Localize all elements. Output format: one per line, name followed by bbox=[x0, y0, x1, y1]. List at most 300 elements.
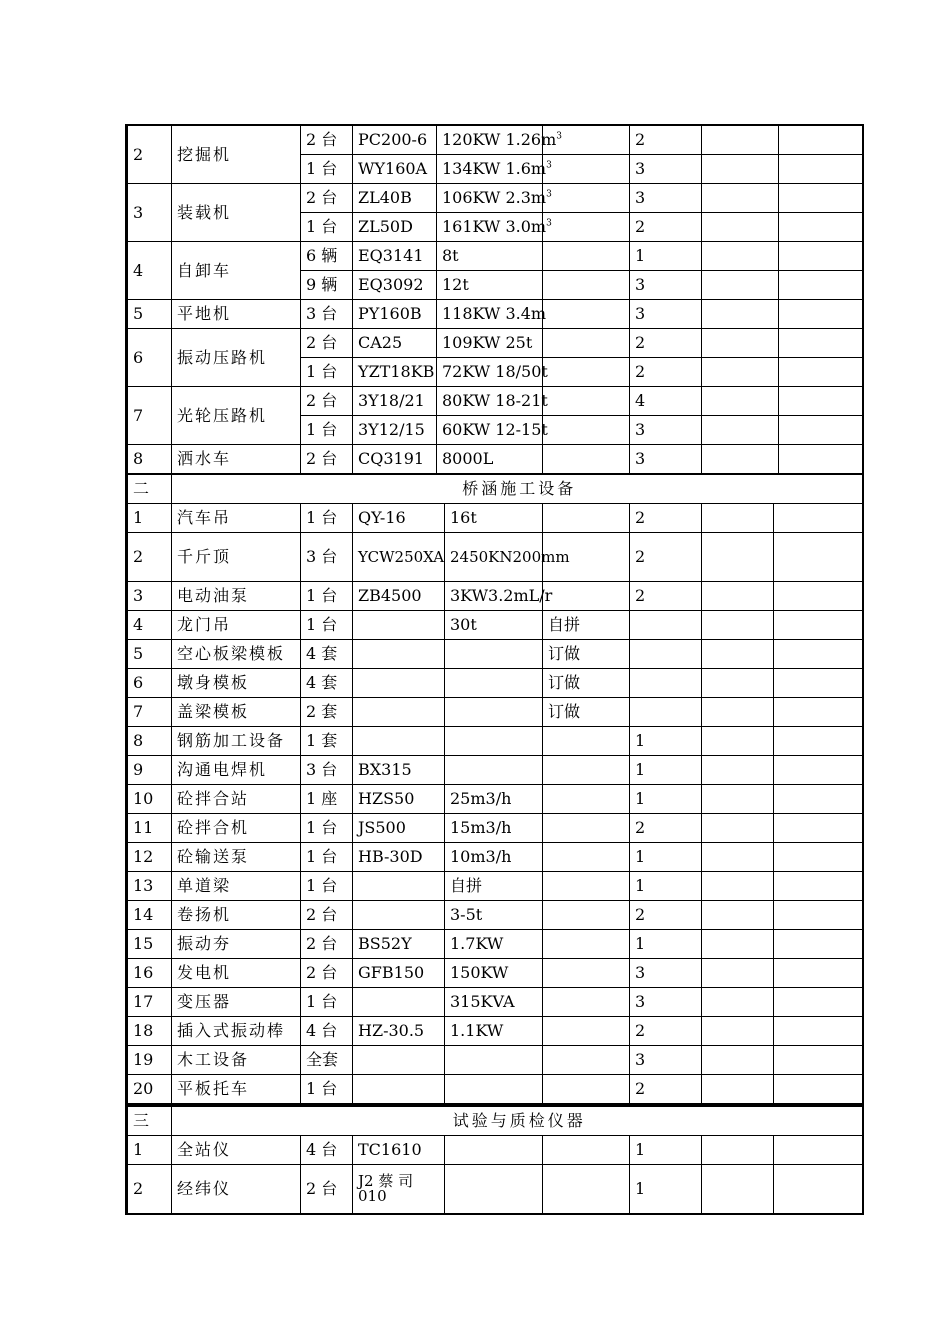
count-cell: 2 bbox=[630, 533, 702, 582]
blank-cell bbox=[779, 184, 863, 213]
table-row bbox=[127, 930, 863, 959]
note-cell bbox=[543, 727, 630, 756]
spec-cell: 30t bbox=[445, 611, 543, 640]
spec-text: 109KW 25t bbox=[442, 333, 533, 352]
blank-cell bbox=[774, 785, 863, 814]
spec-text: 12t bbox=[442, 275, 469, 294]
count-cell: 2 bbox=[630, 504, 702, 533]
row-number: 3 bbox=[127, 582, 172, 611]
blank-cell bbox=[779, 125, 863, 155]
count-cell: 2 bbox=[630, 1075, 702, 1104]
note-cell bbox=[543, 329, 630, 358]
model-cell: PY160B bbox=[353, 300, 437, 329]
blank-cell bbox=[702, 358, 779, 387]
equipment-name: 电动油泵 bbox=[172, 582, 301, 611]
note-cell bbox=[543, 930, 630, 959]
count-cell: 1 bbox=[630, 756, 702, 785]
row-number: 7 bbox=[127, 698, 172, 727]
row-number: 1 bbox=[127, 504, 172, 533]
blank-cell bbox=[702, 872, 774, 901]
spec-cell: 3KW3.2mL/r bbox=[445, 582, 543, 611]
quantity-cell: 1 座 bbox=[301, 785, 353, 814]
blank-cell bbox=[702, 611, 774, 640]
blank-cell bbox=[774, 901, 863, 930]
note-cell bbox=[543, 1165, 630, 1215]
blank-cell bbox=[774, 727, 863, 756]
table-row bbox=[127, 814, 863, 843]
spec-cell bbox=[445, 1046, 543, 1075]
section-title: 试验与质检仪器 bbox=[172, 1106, 863, 1136]
blank-cell bbox=[702, 814, 774, 843]
equipment-name: 装载机 bbox=[172, 184, 301, 242]
table-row bbox=[127, 1165, 863, 1215]
spec-cell: 10m3/h bbox=[445, 843, 543, 872]
blank-cell bbox=[702, 698, 774, 727]
row-number: 13 bbox=[127, 872, 172, 901]
equipment-name: 振动夯 bbox=[172, 930, 301, 959]
table-row bbox=[127, 1136, 863, 1165]
model-cell: QY-16 bbox=[353, 504, 445, 533]
count-cell bbox=[630, 698, 702, 727]
equipment-name: 平地机 bbox=[172, 300, 301, 329]
quantity-cell: 1 台 bbox=[301, 872, 353, 901]
spec-cell: 150KW bbox=[445, 959, 543, 988]
blank-cell bbox=[774, 1165, 863, 1215]
model-cell bbox=[353, 611, 445, 640]
blank-cell bbox=[779, 387, 863, 416]
blank-cell bbox=[702, 901, 774, 930]
quantity-cell: 2 台 bbox=[301, 445, 353, 474]
blank-cell bbox=[702, 988, 774, 1017]
table-row bbox=[127, 727, 863, 756]
section-index: 二 bbox=[127, 475, 172, 504]
equipment-name: 发电机 bbox=[172, 959, 301, 988]
count-cell: 4 bbox=[630, 387, 702, 416]
note-cell bbox=[543, 843, 630, 872]
quantity-cell: 4 台 bbox=[301, 1017, 353, 1046]
spec-cell: 2450KN200mm bbox=[445, 533, 543, 582]
count-cell: 2 bbox=[630, 901, 702, 930]
equipment-name: 平板托车 bbox=[172, 1075, 301, 1104]
count-cell: 2 bbox=[630, 814, 702, 843]
note-cell bbox=[543, 814, 630, 843]
blank-cell bbox=[779, 358, 863, 387]
note-cell bbox=[543, 504, 630, 533]
blank-cell bbox=[774, 698, 863, 727]
model-cell: 3Y18/21 bbox=[353, 387, 437, 416]
blank-cell bbox=[702, 785, 774, 814]
blank-cell bbox=[779, 445, 863, 474]
model-cell bbox=[353, 1075, 445, 1104]
quantity-cell: 2 台 bbox=[301, 387, 353, 416]
model-cell: PC200-6 bbox=[353, 125, 437, 155]
table-row bbox=[127, 1046, 863, 1075]
spec-text: 72KW 18/50t bbox=[442, 362, 548, 381]
model-cell: YZT18KB bbox=[353, 358, 437, 387]
quantity-cell: 1 台 bbox=[301, 843, 353, 872]
row-number: 19 bbox=[127, 1046, 172, 1075]
count-cell: 3 bbox=[630, 445, 702, 474]
model-cell: BX315 bbox=[353, 756, 445, 785]
row-number: 20 bbox=[127, 1075, 172, 1104]
spec-cell bbox=[437, 125, 562, 155]
equipment-name: 墩身模板 bbox=[172, 669, 301, 698]
equipment-name: 木工设备 bbox=[172, 1046, 301, 1075]
row-number: 16 bbox=[127, 959, 172, 988]
blank-cell bbox=[702, 242, 779, 271]
blank-cell bbox=[779, 329, 863, 358]
spec-cell bbox=[445, 727, 543, 756]
count-cell: 2 bbox=[630, 582, 702, 611]
row-number: 2 bbox=[127, 125, 172, 184]
spec-cell bbox=[437, 387, 548, 416]
count-cell: 2 bbox=[630, 358, 702, 387]
table-row bbox=[127, 1075, 863, 1104]
model-cell bbox=[353, 988, 445, 1017]
model-cell: EQ3141 bbox=[353, 242, 437, 271]
blank-cell bbox=[774, 1046, 863, 1075]
blank-cell bbox=[774, 872, 863, 901]
quantity-cell: 1 台 bbox=[301, 504, 353, 533]
table-row bbox=[127, 669, 863, 698]
spec-text: 120KW 1.26m bbox=[442, 130, 557, 149]
blank-cell bbox=[702, 184, 779, 213]
blank-cell bbox=[779, 271, 863, 300]
spec-text: 60KW 12-15t bbox=[442, 420, 548, 439]
blank-cell bbox=[779, 416, 863, 445]
equipment-name: 砼拌合机 bbox=[172, 814, 301, 843]
model-cell: WY160A bbox=[353, 155, 437, 184]
spec-text: 106KW 2.3m bbox=[442, 188, 547, 207]
model-cell: EQ3092 bbox=[353, 271, 437, 300]
section-header-row bbox=[127, 1106, 863, 1136]
quantity-cell: 2 台 bbox=[301, 329, 353, 358]
spec-exponent: 3 bbox=[556, 131, 562, 142]
spec-cell: 315KVA bbox=[445, 988, 543, 1017]
quantity-cell: 4 台 bbox=[301, 1136, 353, 1165]
spec-cell bbox=[437, 271, 543, 300]
quantity-cell: 2 台 bbox=[301, 125, 353, 155]
row-number: 11 bbox=[127, 814, 172, 843]
count-cell: 2 bbox=[630, 213, 702, 242]
note-cell bbox=[543, 901, 630, 930]
spec-cell: 1.1KW bbox=[445, 1017, 543, 1046]
table-row bbox=[127, 872, 863, 901]
spec-exponent: 3 bbox=[546, 160, 552, 171]
spec-cell: 15m3/h bbox=[445, 814, 543, 843]
quantity-cell: 2 台 bbox=[301, 901, 353, 930]
equipment-name: 经纬仪 bbox=[172, 1165, 301, 1215]
note-cell bbox=[543, 184, 630, 213]
row-number: 4 bbox=[127, 242, 172, 300]
equipment-name: 振动压路机 bbox=[172, 329, 301, 387]
model-cell: JS500 bbox=[353, 814, 445, 843]
count-cell bbox=[630, 611, 702, 640]
blank-cell bbox=[774, 669, 863, 698]
model-cell bbox=[353, 669, 445, 698]
spec-cell: 1.7KW bbox=[445, 930, 543, 959]
spec-cell: 3-5t bbox=[445, 901, 543, 930]
blank-cell bbox=[774, 1075, 863, 1104]
table-row bbox=[127, 611, 863, 640]
note-cell bbox=[543, 756, 630, 785]
spec-text: 161KW 3.0m bbox=[442, 217, 547, 236]
blank-cell bbox=[702, 125, 779, 155]
quantity-cell: 2 套 bbox=[301, 698, 353, 727]
blank-cell bbox=[702, 582, 774, 611]
quantity-cell: 3 台 bbox=[301, 533, 353, 582]
row-number: 2 bbox=[127, 533, 172, 582]
quantity-cell: 9 辆 bbox=[301, 271, 353, 300]
blank-cell bbox=[779, 242, 863, 271]
note-cell: 订做 bbox=[543, 698, 630, 727]
model-cell: CA25 bbox=[353, 329, 437, 358]
blank-cell bbox=[774, 582, 863, 611]
spec-cell bbox=[437, 329, 543, 358]
table-row bbox=[127, 184, 863, 213]
row-number: 14 bbox=[127, 901, 172, 930]
model-cell bbox=[353, 640, 445, 669]
row-number: 5 bbox=[127, 300, 172, 329]
quantity-cell: 1 台 bbox=[301, 155, 353, 184]
equipment-name: 自卸车 bbox=[172, 242, 301, 300]
count-cell: 1 bbox=[630, 1136, 702, 1165]
table-row bbox=[127, 329, 863, 358]
blank-cell bbox=[774, 843, 863, 872]
spec-cell bbox=[445, 756, 543, 785]
note-cell bbox=[543, 582, 630, 611]
model-cell: HB-30D bbox=[353, 843, 445, 872]
quantity-cell: 3 台 bbox=[301, 300, 353, 329]
row-number: 6 bbox=[127, 669, 172, 698]
blank-cell bbox=[702, 930, 774, 959]
note-cell bbox=[543, 387, 630, 416]
row-number: 1 bbox=[127, 1136, 172, 1165]
quantity-cell: 1 台 bbox=[301, 611, 353, 640]
note-cell: 订做 bbox=[543, 640, 630, 669]
blank-cell bbox=[702, 1046, 774, 1075]
count-cell bbox=[630, 669, 702, 698]
count-cell: 1 bbox=[630, 785, 702, 814]
spec-text: 8000L bbox=[442, 449, 494, 468]
model-cell: BS52Y bbox=[353, 930, 445, 959]
note-cell bbox=[543, 358, 630, 387]
equipment-name: 沟通电焊机 bbox=[172, 756, 301, 785]
quantity-cell: 2 台 bbox=[301, 1165, 353, 1215]
table-row bbox=[127, 445, 863, 474]
note-cell bbox=[543, 213, 630, 242]
count-cell: 3 bbox=[630, 959, 702, 988]
row-number: 6 bbox=[127, 329, 172, 387]
note-cell bbox=[543, 416, 630, 445]
note-cell bbox=[543, 872, 630, 901]
spec-cell: 25m3/h bbox=[445, 785, 543, 814]
blank-cell bbox=[702, 329, 779, 358]
model-cell: ZL50D bbox=[353, 213, 437, 242]
table-row bbox=[127, 756, 863, 785]
blank-cell bbox=[774, 814, 863, 843]
row-number: 10 bbox=[127, 785, 172, 814]
quantity-cell: 1 台 bbox=[301, 582, 353, 611]
row-number: 9 bbox=[127, 756, 172, 785]
quantity-cell: 2 台 bbox=[301, 930, 353, 959]
blank-cell bbox=[779, 155, 863, 184]
blank-cell bbox=[702, 213, 779, 242]
quantity-cell: 4 套 bbox=[301, 669, 353, 698]
quantity-cell: 2 台 bbox=[301, 184, 353, 213]
blank-cell bbox=[774, 930, 863, 959]
note-cell bbox=[543, 959, 630, 988]
table-row bbox=[127, 843, 863, 872]
equipment-name: 砼输送泵 bbox=[172, 843, 301, 872]
blank-cell bbox=[774, 504, 863, 533]
count-cell: 3 bbox=[630, 1046, 702, 1075]
model-cell: TC1610 bbox=[353, 1136, 445, 1165]
table-row bbox=[127, 242, 863, 271]
blank-cell bbox=[774, 1017, 863, 1046]
equipment-name: 光轮压路机 bbox=[172, 387, 301, 445]
equipment-name: 龙门吊 bbox=[172, 611, 301, 640]
blank-cell bbox=[702, 271, 779, 300]
row-number: 8 bbox=[127, 445, 172, 474]
row-number: 12 bbox=[127, 843, 172, 872]
note-cell bbox=[543, 271, 630, 300]
quantity-cell: 1 台 bbox=[301, 1075, 353, 1104]
blank-cell bbox=[702, 843, 774, 872]
quantity-cell: 1 台 bbox=[301, 988, 353, 1017]
equipment-name: 砼拌合站 bbox=[172, 785, 301, 814]
blank-cell bbox=[702, 756, 774, 785]
table-row bbox=[127, 582, 863, 611]
count-cell: 1 bbox=[630, 1165, 702, 1215]
earthwork-equipment-table bbox=[125, 124, 864, 474]
blank-cell bbox=[702, 300, 779, 329]
quantity-cell: 2 台 bbox=[301, 959, 353, 988]
quantity-cell: 3 台 bbox=[301, 756, 353, 785]
table-row bbox=[127, 504, 863, 533]
blank-cell bbox=[702, 1075, 774, 1104]
model-cell bbox=[353, 698, 445, 727]
bridge-equipment-table bbox=[125, 474, 864, 1104]
spec-text: 8t bbox=[442, 246, 459, 265]
spec-cell: 16t bbox=[445, 504, 543, 533]
row-number: 5 bbox=[127, 640, 172, 669]
spec-text: 80KW 18-21t bbox=[442, 391, 548, 410]
note-cell bbox=[543, 988, 630, 1017]
spec-cell bbox=[437, 358, 548, 387]
spec-text: 134KW 1.6m bbox=[442, 159, 547, 178]
blank-cell bbox=[774, 988, 863, 1017]
note-cell: 订做 bbox=[543, 669, 630, 698]
count-cell: 3 bbox=[630, 184, 702, 213]
table-row bbox=[127, 533, 863, 582]
section-header-row bbox=[127, 475, 863, 504]
spec-cell bbox=[437, 300, 547, 329]
row-number: 7 bbox=[127, 387, 172, 445]
note-cell bbox=[543, 445, 630, 474]
model-cell: HZS50 bbox=[353, 785, 445, 814]
count-cell: 3 bbox=[630, 300, 702, 329]
blank-cell bbox=[779, 300, 863, 329]
blank-cell bbox=[702, 504, 774, 533]
spec-cell bbox=[437, 155, 552, 184]
spec-exponent: 3 bbox=[546, 218, 552, 229]
model-cell: YCW250XA bbox=[353, 533, 445, 582]
model-cell: HZ-30.5 bbox=[353, 1017, 445, 1046]
row-number: 4 bbox=[127, 611, 172, 640]
count-cell: 1 bbox=[630, 242, 702, 271]
model-cell: CQ3191 bbox=[353, 445, 437, 474]
row-number: 2 bbox=[127, 1165, 172, 1215]
equipment-name: 汽车吊 bbox=[172, 504, 301, 533]
blank-cell bbox=[702, 1017, 774, 1046]
section-index: 三 bbox=[127, 1106, 172, 1136]
count-cell: 3 bbox=[630, 416, 702, 445]
count-cell: 2 bbox=[630, 125, 702, 155]
note-cell bbox=[543, 300, 630, 329]
count-cell: 1 bbox=[630, 843, 702, 872]
model-cell: ZB4500 bbox=[353, 582, 445, 611]
row-number: 15 bbox=[127, 930, 172, 959]
blank-cell bbox=[702, 727, 774, 756]
spec-cell bbox=[437, 445, 543, 474]
model-cell: GFB150 bbox=[353, 959, 445, 988]
instrument-table bbox=[125, 1104, 864, 1215]
section-title: 桥涵施工设备 bbox=[172, 475, 863, 504]
note-cell bbox=[543, 785, 630, 814]
note-cell bbox=[543, 1046, 630, 1075]
note-cell bbox=[543, 155, 630, 184]
model-cell: J2 蔡 司 010 bbox=[353, 1165, 445, 1215]
blank-cell bbox=[702, 1136, 774, 1165]
blank-cell bbox=[774, 533, 863, 582]
spec-cell bbox=[437, 242, 543, 271]
table-row bbox=[127, 640, 863, 669]
quantity-cell: 1 台 bbox=[301, 416, 353, 445]
model-cell bbox=[353, 1046, 445, 1075]
quantity-cell: 6 辆 bbox=[301, 242, 353, 271]
table-row bbox=[127, 901, 863, 930]
table-row bbox=[127, 300, 863, 329]
quantity-cell: 1 台 bbox=[301, 358, 353, 387]
blank-cell bbox=[702, 669, 774, 698]
spec-cell bbox=[445, 1165, 543, 1215]
table-row bbox=[127, 988, 863, 1017]
count-cell: 1 bbox=[630, 727, 702, 756]
spec-cell bbox=[437, 213, 552, 242]
equipment-name: 挖掘机 bbox=[172, 125, 301, 184]
equipment-name: 全站仪 bbox=[172, 1136, 301, 1165]
quantity-cell: 全套 bbox=[301, 1046, 353, 1075]
spec-cell bbox=[437, 184, 552, 213]
count-cell: 3 bbox=[630, 271, 702, 300]
model-cell: ZL40B bbox=[353, 184, 437, 213]
spec-exponent: 3 bbox=[546, 189, 552, 200]
quantity-cell: 1 台 bbox=[301, 213, 353, 242]
spec-cell bbox=[445, 640, 543, 669]
quantity-cell: 1 台 bbox=[301, 814, 353, 843]
equipment-name: 变压器 bbox=[172, 988, 301, 1017]
blank-cell bbox=[774, 959, 863, 988]
model-cell bbox=[353, 727, 445, 756]
row-number: 8 bbox=[127, 727, 172, 756]
blank-cell bbox=[702, 155, 779, 184]
blank-cell bbox=[702, 445, 779, 474]
note-cell bbox=[543, 1017, 630, 1046]
count-cell: 2 bbox=[630, 1017, 702, 1046]
table-row bbox=[127, 125, 863, 155]
blank-cell bbox=[702, 387, 779, 416]
